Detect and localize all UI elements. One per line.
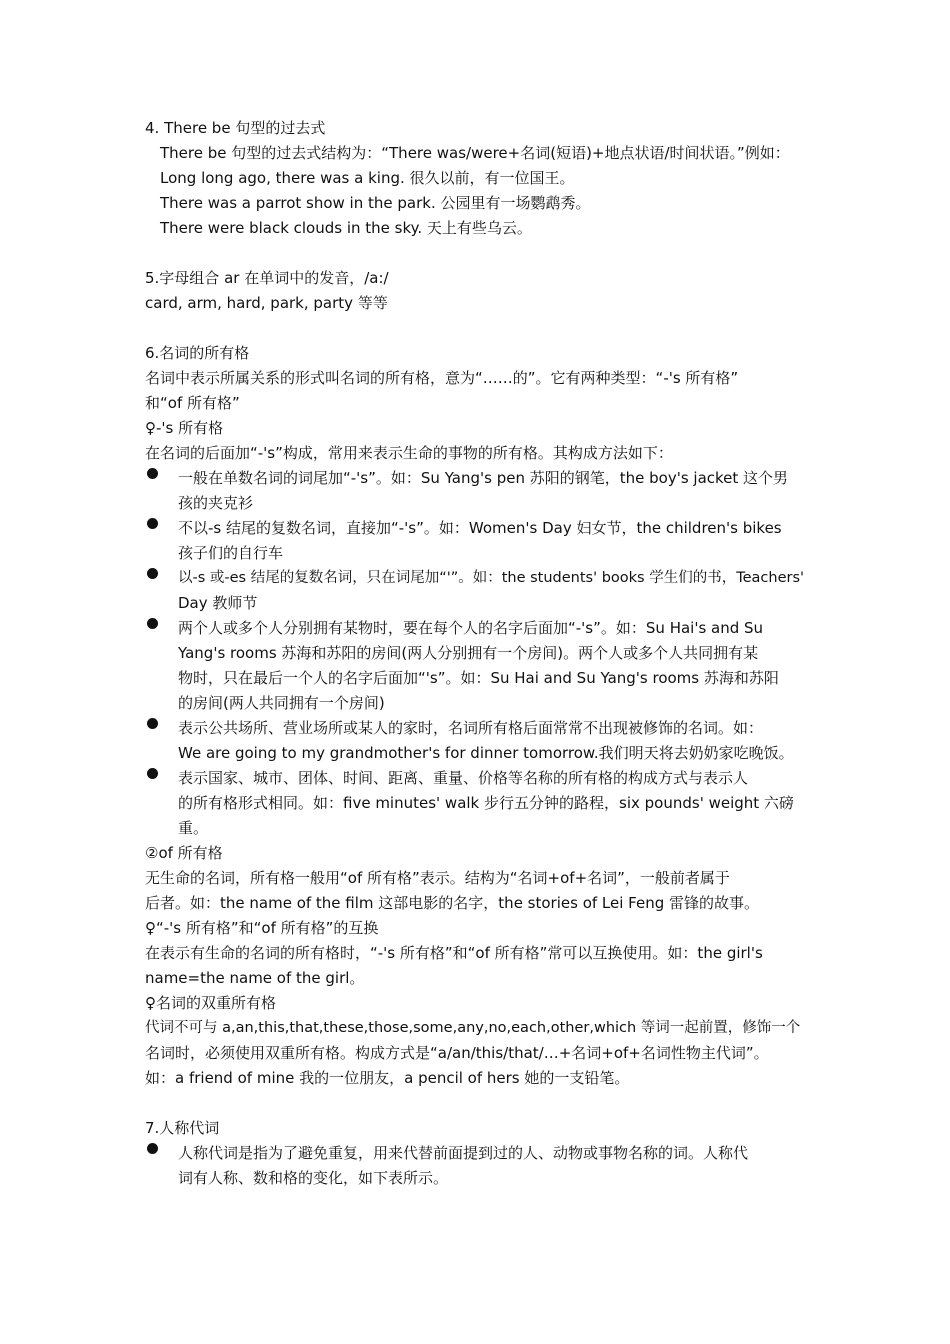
- bullet-icon: [147, 1143, 158, 1154]
- subheading-s-possessive: ♀-'s 所有格: [145, 419, 224, 437]
- section-4-example: There was a parrot show in the park. 公园里有一场鹦鹉秀。: [160, 194, 591, 212]
- bullet-text: We are going to my grandmother's for dinner tomorrow.我们明天将去奶奶家吃晚饭。: [178, 744, 794, 762]
- bullet-text: 不以-s 结尾的复数名词，直接加“-'s”。如：Women's Day 妇女节，the children's bikes: [178, 519, 782, 537]
- section-5-heading: 5.字母组合 ar 在单词中的发音，/a:/: [145, 269, 389, 287]
- bullet-text: 表示公共场所、营业场所或某人的家时，名词所有格后面常常不出现被修饰的名词。如：: [178, 719, 764, 737]
- section-6-paragraph: name=the name of the girl。: [145, 969, 365, 987]
- bullet-icon: [147, 518, 158, 529]
- bullet-icon: [147, 468, 158, 479]
- bullet-icon: [147, 718, 158, 729]
- section-6-heading: 6.名词的所有格: [145, 344, 250, 362]
- subheading-of-possessive: ②of 所有格: [145, 844, 223, 862]
- section-6-paragraph: 无生命的名词，所有格一般用“of 所有格”表示。结构为“名词+of+名词”，一般前者属于: [145, 869, 730, 887]
- bullet-icon: [147, 568, 158, 579]
- section-6-paragraph: 和“of 所有格”: [145, 394, 240, 412]
- section-6-paragraph: 代词不可与 a,an,this,that,these,those,some,any,no,each,other,which 等词一起前置，修饰一个: [145, 1020, 801, 1036]
- bullet-text: 一般在单数名词的词尾加“-'s”。如：Su Yang's pen 苏阳的钢笔，the boy's jacket 这个男: [178, 469, 789, 487]
- bullet-text: 词有人称、数和格的变化，如下表所示。: [178, 1169, 449, 1187]
- subheading-double-possessive: ♀名词的双重所有格: [145, 994, 276, 1012]
- bullet-text: 孩的夹克衫: [178, 494, 254, 512]
- bullet-text: 的所有格形式相同。如：five minutes' walk 步行五分钟的路程，six pounds' weight 六磅: [178, 794, 794, 812]
- bullet-text: 以-s 或-es 结尾的复数名词，只在词尾加“'”。如：the students' books 学生们的书，Teachers': [178, 570, 804, 586]
- section-4-example: There were black clouds in the sky. 天上有些乌云。: [160, 219, 532, 237]
- bullet-text: 表示国家、城市、团体、时间、距离、重量、价格等名称的所有格的构成方式与表示人: [178, 769, 749, 787]
- section-6-paragraph: 名词中表示所属关系的形式叫名词的所有格，意为“……的”。它有两种类型：“-'s 所有格”: [145, 369, 739, 387]
- section-7-heading: 7.人称代词: [145, 1119, 220, 1137]
- bullet-text: 物时，只在最后一个人的名字后面加“'s”。如：Su Hai and Su Yang's rooms 苏海和苏阳: [178, 669, 779, 687]
- section-6-paragraph: 在表示有生命的名词的所有格时，“-'s 所有格”和“of 所有格”常可以互换使用。如：the girl's: [145, 944, 763, 962]
- bullet-text: 人称代词是指为了避免重复，用来代替前面提到过的人、动物或事物名称的词。人称代: [178, 1144, 749, 1162]
- section-5-words: card, arm, hard, park, party 等等: [145, 294, 388, 312]
- section-6-paragraph: 在名词的后面加“-'s”构成，常用来表示生命的事物的所有格。其构成方法如下：: [145, 444, 673, 462]
- bullet-text: Day 教师节: [178, 594, 258, 612]
- bullet-icon: [147, 618, 158, 629]
- bullet-text: 的房间(两人共同拥有一个房间): [178, 694, 385, 712]
- section-6-paragraph: 如：a friend of mine 我的一位朋友，a pencil of hers 她的一支铅笔。: [145, 1069, 630, 1087]
- subheading-interchange: ♀“-'s 所有格”和“of 所有格”的互换: [145, 919, 379, 937]
- bullet-text: 两个人或多个人分别拥有某物时，要在每个人的名字后面加“-'s”。如：Su Hai's and Su: [178, 619, 764, 637]
- bullet-text: 重。: [178, 819, 209, 837]
- bullet-text: Yang's rooms 苏海和苏阳的房间(两人分别拥有一个房间)。两个人或多个人共同拥有某: [178, 644, 759, 662]
- section-4-text: There be 句型的过去式结构为：“There was/were+名词(短语)+地点状语/时间状语。”例如：: [160, 144, 790, 162]
- section-4-example: Long long ago, there was a king. 很久以前，有一位国王。: [160, 169, 575, 187]
- section-6-paragraph: 名词时，必须使用双重所有格。构成方式是“a/an/this/that/…+名词+of+名词性物主代词”。: [145, 1044, 769, 1062]
- section-4-heading: 4. There be 句型的过去式: [145, 119, 326, 137]
- bullet-text: 孩子们的自行车: [178, 544, 284, 562]
- section-6-paragraph: 后者。如：the name of the film 这部电影的名字，the stories of Lei Feng 雷锋的故事。: [145, 894, 760, 912]
- bullet-icon: [147, 768, 158, 779]
